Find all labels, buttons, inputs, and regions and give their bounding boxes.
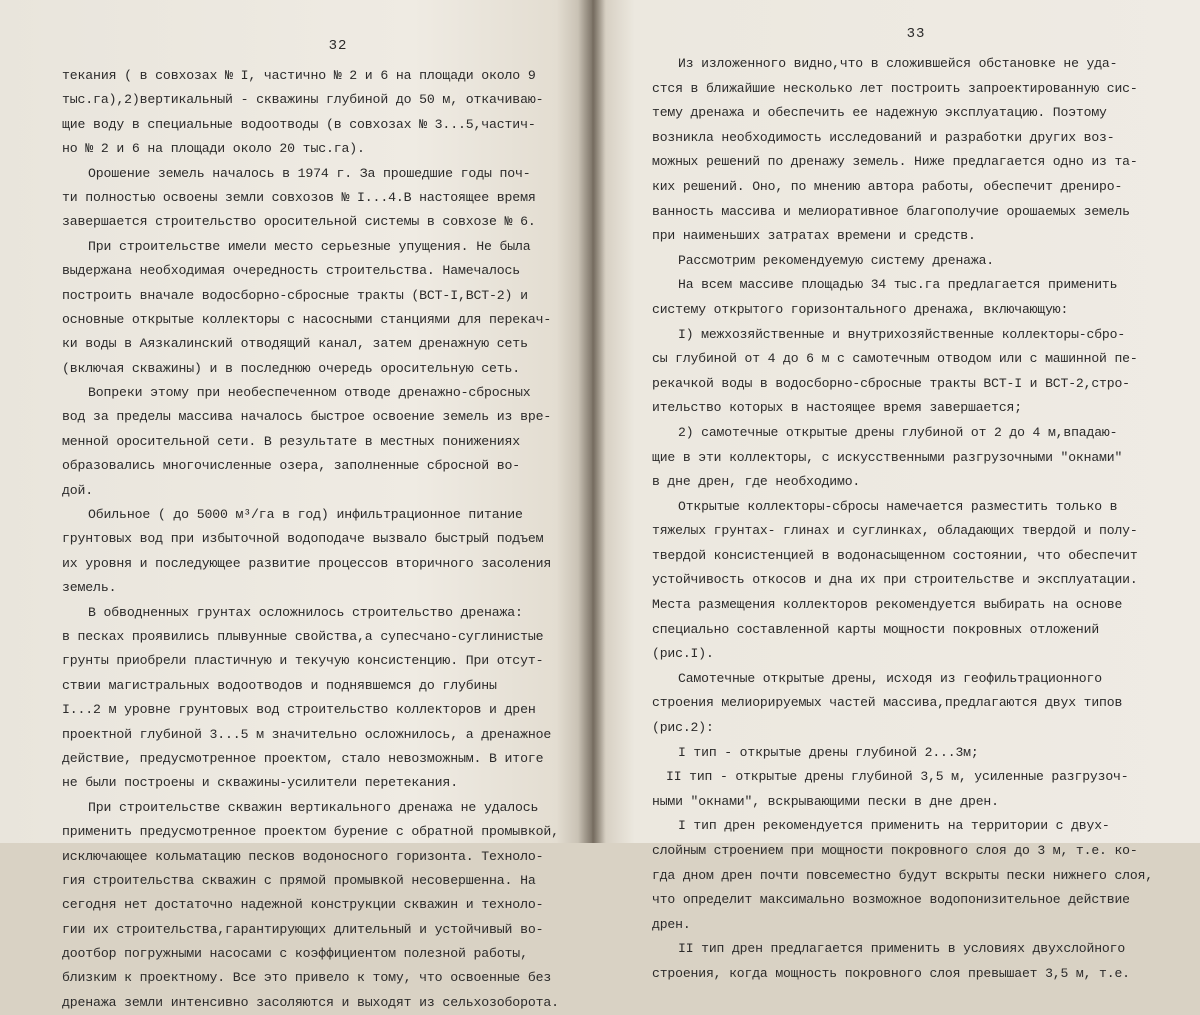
- text-line: стся в ближайшие несколько лет построить запроектированную сис-: [652, 80, 1138, 96]
- text-line: не были построены и скважины-усилители перетекания.: [62, 775, 458, 791]
- text-line: II тип - открытые дрены глубиной 3,5 м, усиленные разгрузоч-: [666, 769, 1129, 785]
- text-line: образовались многочисленные озера, заполненные сбросной во-: [62, 458, 521, 474]
- text-line: можных решений по дренажу земель. Ниже предлагается одно из та-: [652, 154, 1138, 170]
- left-page: [0, 0, 592, 1010]
- text-line: но № 2 и 6 на площади около 20 тыс.га).: [62, 141, 365, 157]
- text-line: применить предусмотренное проектом бурение с обратной промывкой,: [62, 824, 559, 840]
- text-line: Открытые коллекторы-сбросы намечается разместить только в: [678, 498, 1118, 514]
- text-line: менной оросительной сети. В результате в местных понижениях: [62, 433, 521, 449]
- text-line: 2) самотечные открытые дрены глубиной от 2 до 4 м,впадаю-: [678, 424, 1118, 440]
- text-line: На всем массиве площадью 34 тыс.га предлагается применить: [678, 277, 1118, 293]
- text-line: в песках проявились плывунные свойства,а супесчано-суглинистые: [62, 628, 544, 644]
- text-line: рекачкой воды в водосборно-сбросные тракты ВСТ-I и ВСТ-2,стро-: [652, 375, 1130, 391]
- text-line: устойчивость откосов и дна их при строительстве и эксплуатации.: [652, 572, 1138, 588]
- right-page: [592, 0, 1200, 981]
- text-line: проектной глубиной 3...5 м значительно осложнилось, а дренажное: [62, 726, 552, 742]
- right-page-text: [652, 52, 1180, 987]
- text-line: гия строительства скважин с прямой промывкой несовершенна. На: [62, 872, 536, 888]
- text-line: земель.: [62, 580, 117, 596]
- text-line: Самотечные открытые дрены, исходя из геофильтрационного: [678, 670, 1102, 686]
- left-page-number: 32: [328, 38, 348, 54]
- text-line: ких решений. Оно, по мнению автора работы, обеспечит дрениро-: [652, 178, 1123, 194]
- text-line: исключающее кольматацию песков водоносного горизонта. Техноло-: [62, 848, 544, 864]
- text-line: строения, когда мощность покровного слоя превышает 3,5 м, т.е.: [652, 965, 1130, 981]
- text-line: твердой консистенцией в водонасыщенном состоянии, что обеспечит: [652, 547, 1138, 563]
- text-line: близким к проектному. Все это привело к тому, что освоенные без: [62, 970, 552, 986]
- text-line: ствии магистральных водоотводов и поднявшемся до глубины: [62, 677, 497, 693]
- text-line: сы глубиной от 4 до 6 м с самотечным отводом или с машинной пе-: [652, 351, 1138, 367]
- text-line: I) межхозяйственные и внутрихозяйственные коллекторы-сбро-: [678, 326, 1126, 342]
- text-line: вод за пределы массива началось быстрое освоение земель из вре-: [62, 409, 552, 425]
- text-line: При строительстве имели место серьезные упущения. Не была: [88, 238, 531, 254]
- text-line: дрен.: [652, 916, 691, 932]
- text-line: (включая скважины) и в последнюю очередь оросительную сеть.: [62, 360, 521, 376]
- text-line: в дне дрен, где необходимо.: [652, 474, 861, 490]
- text-line: текания ( в совхозах № I, частично № 2 и 6 на площади около 9: [62, 68, 536, 83]
- text-line: I тип - открытые дрены глубиной 2...3м;: [678, 744, 979, 760]
- text-line: что определит максимально возможное водопонизительное действие: [652, 892, 1130, 908]
- text-line: специально составленной карты мощности покровных отложений: [652, 621, 1100, 637]
- text-line: ки воды в Аязкалинский отводящий канал, затем дренажную сеть: [62, 336, 528, 352]
- text-line: ными "окнами", вскрывающими пески в дне дрен.: [652, 793, 999, 809]
- text-line: щие воду в специальные водоотводы (в совхозах № 3...5,частич-: [62, 116, 536, 132]
- text-line: Рассмотрим рекомендуемую систему дренажа.: [678, 252, 995, 268]
- text-line: грунтовых вод при избыточной водоподаче вызвало быстрый подъем: [62, 531, 544, 547]
- text-line: щие в эти коллекторы, с искусственными разгрузочными "окнами": [652, 449, 1123, 465]
- text-line: Места размещения коллекторов рекомендуется выбирать на основе: [652, 597, 1123, 613]
- right-page-number: 33: [906, 26, 926, 42]
- text-line: ванность массива и мелиоративное благополучие орошаемых земель: [652, 203, 1130, 219]
- text-line: строения мелиорируемых частей массива,предлагаются двух типов: [652, 695, 1123, 711]
- text-line: ительство которых в настоящее время завершается;: [652, 400, 1022, 416]
- text-line: Из изложенного видно,что в сложившейся обстановке не уда-: [678, 56, 1118, 71]
- text-line: тему дренажа и обеспечить ее надежную эксплуатацию. Поэтому: [652, 105, 1107, 121]
- text-line: построить вначале водосборно-сбросные тракты (ВСТ-I,ВСТ-2) и: [62, 287, 528, 303]
- text-line: завершается строительство оросительной системы в совхозе № 6.: [62, 214, 536, 230]
- text-line: тяжелых грунтах- глинах и суглинках, обладающих твердой и полу-: [652, 523, 1138, 539]
- text-line: (рис.2):: [652, 720, 714, 736]
- text-line: Вопреки этому при необеспеченном отводе дренажно-сбросных: [88, 385, 531, 401]
- text-line: при наименьших затратах времени и средств.: [652, 228, 976, 244]
- text-line: грунты приобрели пластичную и текучую консистенцию. При отсут-: [62, 653, 544, 669]
- text-line: слойным строением при мощности покровного слоя до 3 м, т.е. ко-: [652, 843, 1138, 858]
- text-line: сегодня нет достаточно надежной конструкции скважин и техноло-: [62, 897, 544, 913]
- text-line: их уровня и последующее развитие процессов вторичного засоления: [62, 555, 552, 571]
- text-line: ти полностью освоены земли совхозов № I...4.В настоящее время: [62, 189, 536, 205]
- text-line: В обводненных грунтах осложнилось строительство дренажа:: [88, 604, 523, 620]
- text-line: возникла необходимость исследований и разработки других воз-: [652, 129, 1115, 145]
- text-line: I тип дрен рекомендуется применить на территории с двух-: [678, 818, 1110, 834]
- text-line: выдержана необходимая очередность строительства. Намечалось: [62, 263, 521, 279]
- text-line: Орошение земель началось в 1974 г. За прошедшие годы поч-: [88, 165, 531, 181]
- text-line: При строительстве скважин вертикального дренажа не удалось: [88, 799, 539, 815]
- text-line: тыс.га),2)вертикальный - скважины глубиной до 50 м, откачиваю-: [62, 92, 544, 108]
- text-line: гда дном дрен почти повсеместно будут вскрыты пески нижнего слоя,: [652, 867, 1153, 883]
- text-line: дой.: [62, 482, 94, 498]
- text-line: (рис.I).: [652, 646, 714, 662]
- text-line: гии их строительства,гарантирующих длительный и устойчивый во-: [62, 921, 544, 937]
- text-line: основные открытые коллекторы с насосными станциями для перекач-: [62, 311, 552, 327]
- text-line: II тип дрен предлагается применить в условиях двухслойного: [678, 941, 1126, 957]
- left-page-text: [62, 64, 564, 1015]
- text-line: I...2 м уровне грунтовых вод строительство коллекторов и дрен: [62, 702, 536, 718]
- text-line: доотбор погружными насосами с коэффициентом полезной работы,: [62, 946, 528, 962]
- text-line: Обильное ( до 5000 м³/га в год) инфильтрационное питание: [88, 507, 523, 523]
- text-line: систему открытого горизонтального дренажа, включающую:: [652, 301, 1069, 317]
- text-line: дренажа земли интенсивно засоляются и выходят из сельхозоборота.: [62, 994, 559, 1010]
- text-line: действие, предусмотренное проектом, стало невозможным. В итоге: [62, 750, 544, 766]
